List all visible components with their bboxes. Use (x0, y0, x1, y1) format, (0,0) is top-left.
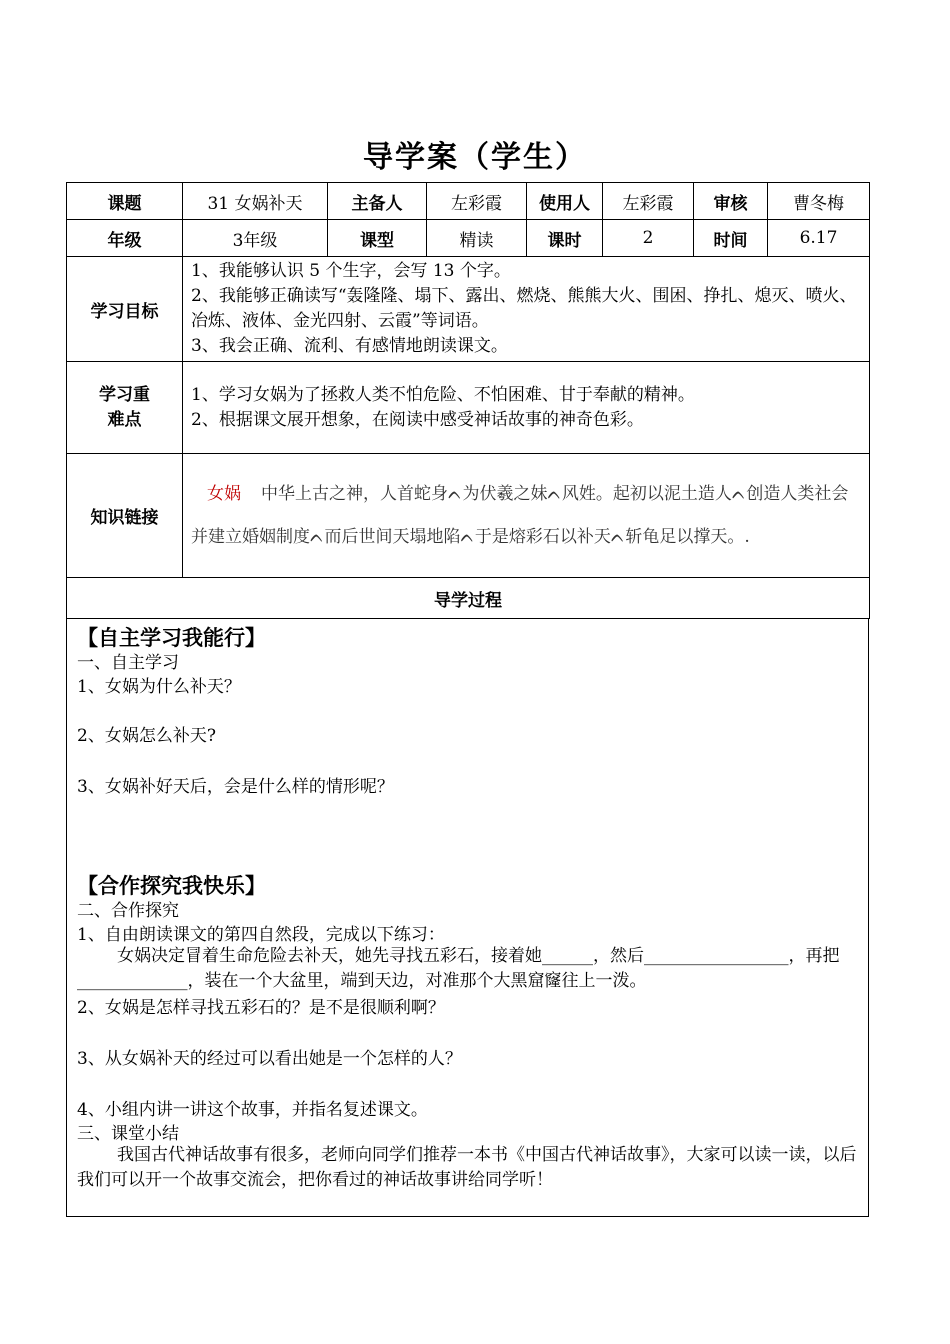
process-title-row (67, 578, 870, 619)
section3-summary: 我国古代神话故事有很多，老师向同学们推荐一本书《中国古代神话故事》，大家可以读一读，以后我们可以开一个故事交流会，把你看过的神话故事讲给同学听！ (77, 1145, 857, 1190)
section2-question-1: 1、自由朗读课文的第四自然段，完成以下练习： (77, 925, 445, 945)
label-user: 使用人 (527, 183, 603, 220)
knowledge-term: 女娲 (207, 483, 241, 504)
section2-question-2: 2、女娲是怎样寻找五彩石的？是不是很顺利啊？ (77, 998, 445, 1018)
section3-subheading: 三、课堂小结 (77, 1124, 179, 1144)
goals-content (183, 257, 870, 362)
keypoints-label-line1: 学习重 (99, 384, 150, 405)
page-title: 导学案（学生） (363, 140, 587, 175)
section2-question-3: 3、从女娲补天的经过可以看出她是一个怎样的人？ (77, 1049, 462, 1069)
value-grade: 3年级 (183, 220, 328, 257)
section1-question-3: 3、女娲补好天后，会是什么样的情形呢？ (77, 777, 394, 797)
value-preparer: 左彩霞 (427, 183, 527, 220)
section1-question-1: 1、女娲为什么补天？ (77, 677, 241, 697)
section1-question-2: 2、女娲怎么补天? (77, 726, 216, 746)
goal-item: 3、我会正确、流利、有感情地朗读课文。 (191, 336, 508, 356)
value-topic: 31 女娲补天 (183, 183, 328, 220)
lesson-info-table (66, 182, 870, 619)
label-reviewer: 审核 (694, 183, 768, 220)
keypoints-label-line2: 难点 (107, 409, 142, 430)
section2-fill-exercise: 女娲决定冒着生命危险去补天，她先寻找五彩石，接着她______，然后_________________，再把_____________，装在一个大盆里，端到天边，对准那个大黑窟窿往上一泼。 (77, 946, 840, 991)
label-date: 时间 (694, 220, 768, 257)
label-grade: 年级 (67, 220, 183, 257)
label-topic: 课题 (67, 183, 183, 220)
keypoint-item: 1、学习女娲为了拯救人类不怕危险、不怕困难、甘于奉献的精神。 (191, 384, 695, 405)
goal-item: 2、我能够正确读写“轰隆隆、塌下、露出、燃烧、熊熊大火、围困、挣扎、熄灭、喷火、冶炼、液体、金光四射、云霞”等词语。 (191, 286, 857, 331)
value-reviewer: 曹冬梅 (768, 183, 870, 220)
goals-row (67, 257, 870, 362)
keypoint-item: 2、根据课文展开想象，在阅读中感受神话故事的神奇色彩。 (191, 409, 644, 430)
knowledge-row (67, 454, 870, 578)
goal-item: 1、我能够认识 5 个生字，会写 13 个字。 (191, 261, 511, 281)
section1-subheading: 一、自主学习 (77, 653, 179, 673)
section2-question-4: 4、小组内讲一讲这个故事，并指名复述课文。 (77, 1100, 428, 1120)
process-section (66, 618, 869, 1217)
section2-subheading: 二、合作探究 (77, 901, 179, 921)
knowledge-label: 知识链接 (67, 454, 183, 578)
goals-label: 学习目标 (67, 257, 183, 362)
keypoints-label (67, 362, 183, 454)
knowledge-text: 中华上古之神，人首蛇身ᨈ为伏羲之妹ᨈ风姓。起初以泥土造人ᨈ创造人类社会并建立婚姻制度ᨈ而后世间天塌地陷ᨈ于是熔彩石以补天ᨈ斩龟足以撑天。. (191, 483, 849, 547)
knowledge-content (183, 454, 870, 578)
info-row-1 (67, 183, 870, 220)
value-periods: 2 (603, 220, 694, 257)
value-user: 左彩霞 (603, 183, 694, 220)
keypoints-content (183, 362, 870, 454)
value-lesson-type: 精读 (427, 220, 527, 257)
section2-heading: 【合作探究我快乐】 (77, 874, 266, 898)
value-date: 6.17 (768, 220, 870, 257)
section1-heading: 【自主学习我能行】 (77, 626, 266, 650)
keypoints-row (67, 362, 870, 454)
label-lesson-type: 课型 (328, 220, 427, 257)
process-title: 导学过程 (67, 578, 870, 619)
label-periods: 课时 (527, 220, 603, 257)
info-row-2 (67, 220, 870, 257)
label-preparer: 主备人 (328, 183, 427, 220)
